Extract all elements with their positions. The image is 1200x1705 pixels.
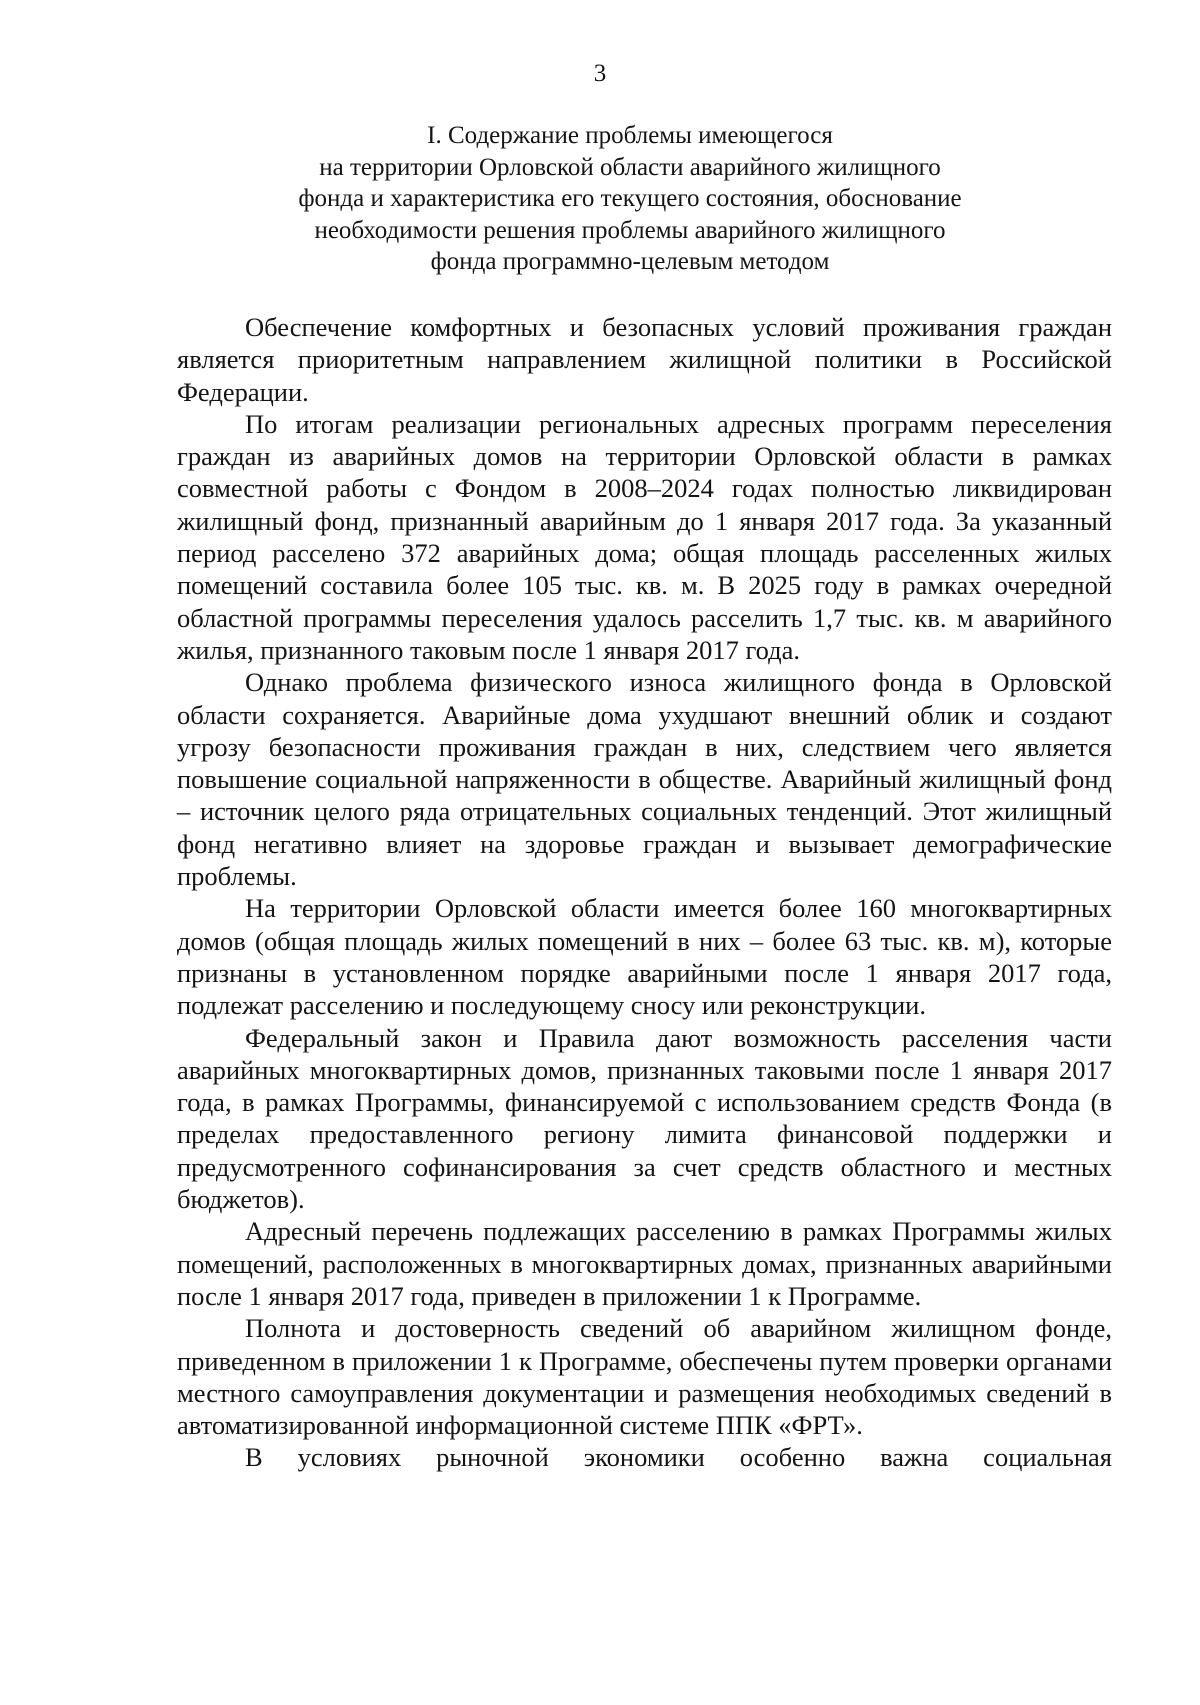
heading-line: необходимости решения проблемы аварийного жилищного	[314, 216, 946, 244]
paragraph: На территории Орловской области имеется более 160 многоквартирных домов (общая площадь жилых помещений в них – более 63 тыс. кв. м), которые признаны в установленном порядке аварийными после 1 января 2017 года, подлежат расселению и последующему сносу или реконструкции.	[177, 893, 1112, 1021]
paragraph-continued: В условиях рыночной экономики особенно важна социальная	[245, 1442, 1112, 1473]
paragraph: Обеспечение комфортных и безопасных условий проживания граждан является приоритетным направлением жилищной политики в Российской Федерации.	[177, 312, 1112, 407]
paragraph: Адресный перечень подлежащих расселению в рамках Программы жилых помещений, расположенных в многоквартирных домах, признанных аварийными после 1 января 2017 года, приведен в приложении 1 к Программе.	[177, 1216, 1112, 1311]
section-heading	[180, 120, 1080, 278]
paragraph: Федеральный закон и Правила дают возможность расселения части аварийных многоквартирных домов, признанных таковыми после 1 января 2017 года, в рамках Программы, финансируемой с использованием средств Фонда (в пределах предоставленного региону лимита финансовой поддержки и предусмотренного софинансирования за счет средств областного и местных бюджетов).	[177, 1022, 1112, 1215]
heading-line: фонда и характеристика его текущего состояния, обоснование	[298, 185, 962, 212]
page-number: 3	[593, 60, 607, 87]
heading-line: I. Содержание проблемы имеющегося	[427, 122, 833, 149]
paragraph: Однако проблема физического износа жилищного фонда в Орловской области сохраняется. Аварийные дома ухудшают внешний облик и создают угрозу безопасности проживания граждан в них, следствием чего является повышение социальной напряженности в обществе. Аварийный жилищный фонд – источник целого ряда отрицательных социальных тенденций. Этот жилищный фонд негативно влияет на здоровье граждан и вызывает демографические проблемы.	[177, 667, 1112, 892]
body-text	[177, 311, 1112, 1474]
heading-line: на территории Орловской области аварийного жилищного	[319, 153, 941, 181]
heading-line: фонда программно-целевым методом	[430, 248, 830, 275]
paragraph: Полнота и достоверность сведений об аварийном жилищном фонде, приведенном в приложении 1 к Программе, обеспечены путем проверки органами местного самоуправления документации и размещения необходимых сведений в автоматизированной информационной системе ППК «ФРТ».	[177, 1313, 1112, 1441]
paragraph: По итогам реализации региональных адресных программ переселения граждан из аварийных домов на территории Орловской области в рамках совместной работы с Фондом в 2008–2024 годах полностью ликвидирован жилищный фонд, признанный аварийным до 1 января 2017 года. За указанный период расселено 372 аварийных дома; общая площадь расселенных жилых помещений составила более 105 тыс. кв. м. В 2025 году в рамках очередной областной программы переселения удалось расселить 1,7 тыс. кв. м аварийного жилья, признанного таковым после 1 января 2017 года.	[177, 408, 1112, 665]
